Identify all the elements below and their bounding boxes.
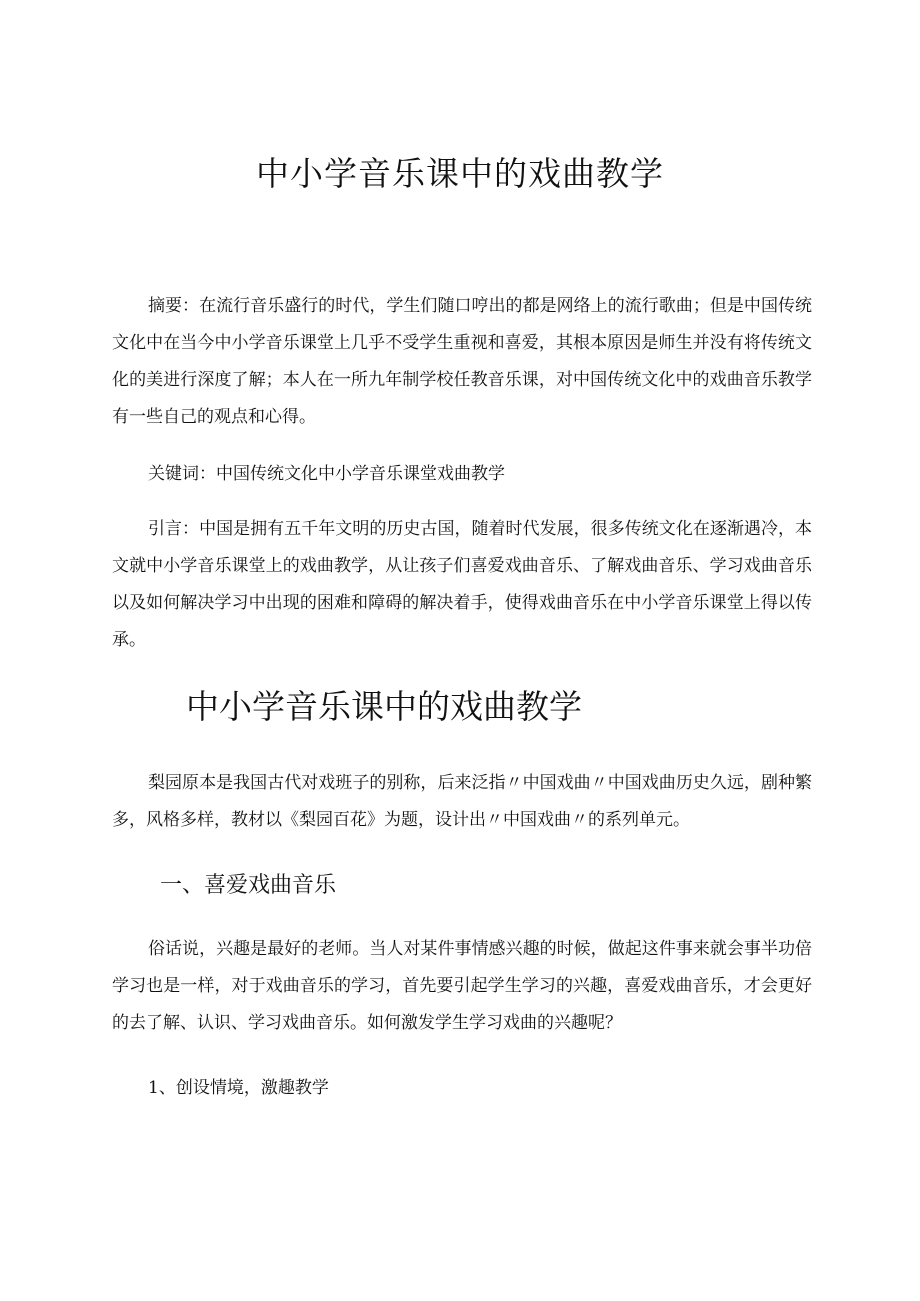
introduction-paragraph: 引言：中国是拥有五千年文明的历史古国，随着时代发展，很多传统文化在逐渐遇冷，本文就中小学音乐课堂上的戏曲教学，从让孩子们喜爱戏曲音乐、了解戏曲音乐、学习戏曲音乐以及如何解决学习中出现的困难和障碍的解决着手，使得戏曲音乐在中小学音乐课堂上得以传承。 bbox=[112, 519, 812, 650]
subsection-body-paragraph: 俗话说，兴趣是最好的老师。当人对某件事情感兴趣的时候，做起这件事来就会事半功倍学习也是一样，对于戏曲音乐的学习，首先要引起学生学习的兴趣，喜爱戏曲音乐，才会更好的去了解、认识、学习戏曲音乐。如何激发学生学习戏曲的兴趣呢？ bbox=[112, 939, 812, 1033]
keywords-line: 关键词：中国传统文化中小学音乐课堂戏曲教学 bbox=[148, 464, 505, 484]
subsection-title: 一、喜爱戏曲音乐 bbox=[160, 873, 337, 898]
section-title: 中小学音乐课中的戏曲教学 bbox=[186, 687, 582, 726]
section-intro-paragraph: 梨园原本是我国古代对戏班子的别称，后来泛指〃中国戏曲〃中国戏曲历史久远，剧种繁多，风格多样，教材以《梨园百花》为题，设计出〃中国戏曲〃的系列单元。 bbox=[112, 773, 812, 830]
document-title: 中小学音乐课中的戏曲教学 bbox=[256, 154, 664, 193]
abstract-paragraph: 摘要：在流行音乐盛行的时代，学生们随口哼出的都是网络上的流行歌曲；但是中国传统文化中在当今中小学音乐课堂上几乎不受学生重视和喜爱，其根本原因是师生并没有将传统文化的美进行深度了解；本人在一所九年制学校任教音乐课，对中国传统文化中的戏曲音乐教学有一些自己的观点和心得。 bbox=[112, 296, 812, 427]
list-item: 1、创设情境，激趣教学 bbox=[148, 1078, 329, 1098]
